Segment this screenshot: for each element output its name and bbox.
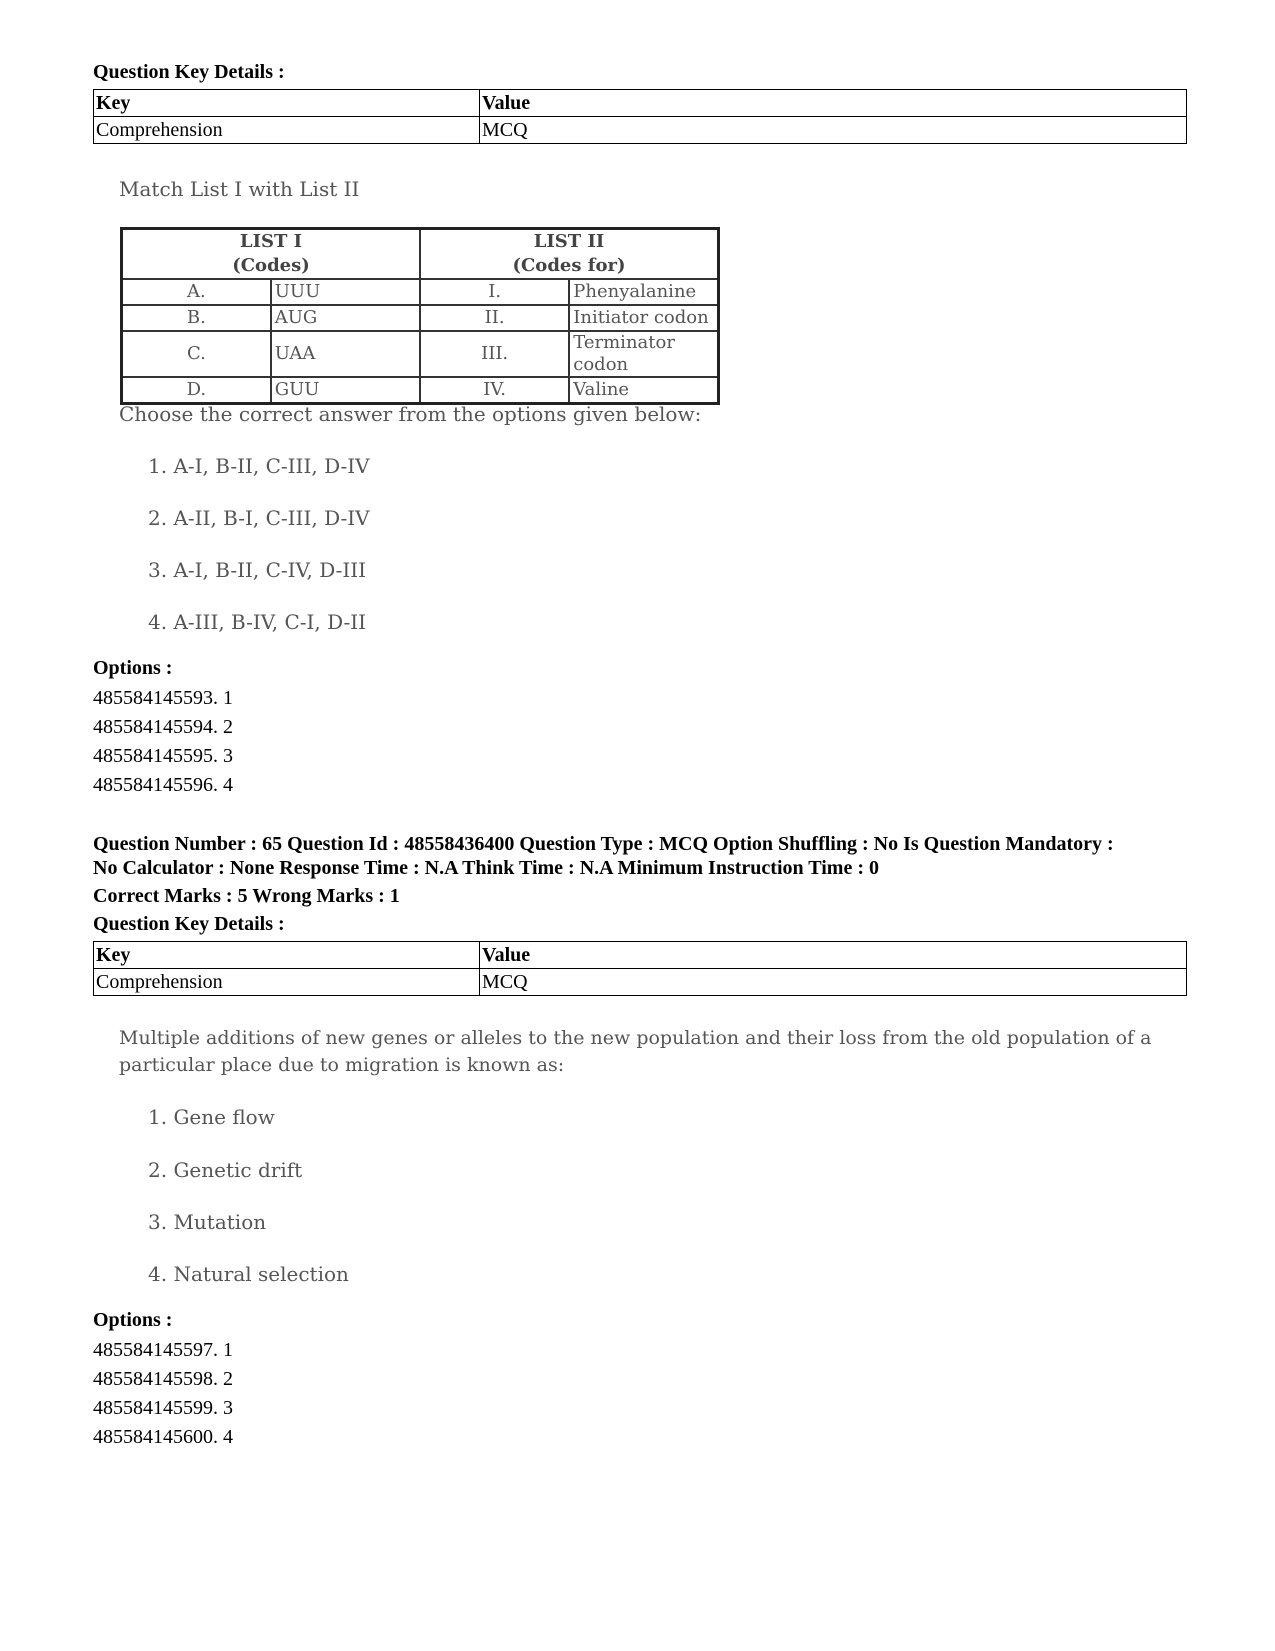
choose-instruction: Choose the correct answer from the options given below:	[119, 402, 702, 426]
key-cell: Comprehension	[94, 117, 480, 144]
row-meaning: Valine	[569, 377, 718, 404]
table-row	[122, 279, 719, 305]
row-letter: A.	[122, 279, 271, 305]
choice-2: 2. Genetic drift	[148, 1158, 303, 1182]
row-roman: IV.	[420, 377, 569, 404]
row-code: UAA	[271, 331, 420, 377]
row-letter: B.	[122, 305, 271, 331]
list-item: 485584145597. 1	[93, 1339, 233, 1361]
list-item: 485584145595. 3	[93, 745, 233, 767]
value-cell: MCQ	[480, 117, 1187, 144]
row-meaning: Terminator codon	[569, 331, 718, 377]
list-i-header	[122, 229, 421, 280]
list-item: 485584145598. 2	[93, 1368, 233, 1390]
table-row	[122, 305, 719, 331]
list-item: 485584145600. 4	[93, 1426, 233, 1448]
list-i-subtitle: (Codes)	[232, 255, 310, 276]
row-letter: D.	[122, 377, 271, 404]
key-details-table	[93, 89, 1187, 144]
list-ii-header	[420, 229, 719, 280]
row-roman: II.	[420, 305, 569, 331]
choice-4: 4. A-III, B-IV, C-I, D-II	[148, 610, 367, 634]
table-row	[94, 969, 1187, 996]
question-meta-line-1: Question Number : 65 Question Id : 48558436400 Question Type : MCQ Option Shuffling : No Is Question Mandatory :	[93, 833, 1114, 855]
row-meaning: Initiator codon	[569, 305, 718, 331]
value-cell: MCQ	[480, 969, 1187, 996]
key-details-label: Question Key Details :	[93, 61, 285, 83]
row-code: AUG	[271, 305, 420, 331]
list-ii-title: LIST II	[533, 231, 605, 252]
list-item: 485584145593. 1	[93, 687, 233, 709]
options-list	[93, 1336, 233, 1452]
key-details-table	[93, 941, 1187, 996]
row-letter: C.	[122, 331, 271, 377]
list-item: 485584145596. 4	[93, 774, 233, 796]
question-stem: Match List I with List II	[119, 177, 360, 201]
list-ii-subtitle: (Codes for)	[512, 255, 626, 276]
options-list	[93, 684, 233, 800]
options-label: Options :	[93, 657, 173, 679]
key-header: Key	[94, 942, 480, 969]
row-code: UUU	[271, 279, 420, 305]
choice-3: 3. Mutation	[148, 1210, 267, 1234]
choice-2: 2. A-II, B-I, C-III, D-IV	[148, 506, 370, 530]
choice-1: 1. A-I, B-II, C-III, D-IV	[148, 454, 370, 478]
marks-line: Correct Marks : 5 Wrong Marks : 1	[93, 885, 400, 907]
table-row	[94, 117, 1187, 144]
list-item: 485584145594. 2	[93, 716, 233, 738]
question-stem-line-1: Multiple additions of new genes or alleles to the new population and their loss from the old population of a	[119, 1027, 1152, 1049]
options-label: Options :	[93, 1309, 173, 1331]
table-row	[94, 90, 1187, 117]
question-stem-line-2: particular place due to migration is known as:	[119, 1054, 565, 1076]
table-row	[94, 942, 1187, 969]
table-row	[122, 331, 719, 377]
key-cell: Comprehension	[94, 969, 480, 996]
choice-3: 3. A-I, B-II, C-IV, D-III	[148, 558, 367, 582]
row-code: GUU	[271, 377, 420, 404]
row-roman: III.	[420, 331, 569, 377]
value-header: Value	[480, 942, 1187, 969]
key-details-label: Question Key Details :	[93, 913, 285, 935]
table-row	[122, 229, 719, 280]
key-header: Key	[94, 90, 480, 117]
choice-4: 4. Natural selection	[148, 1262, 349, 1286]
list-item: 485584145599. 3	[93, 1397, 233, 1419]
match-list-table	[120, 227, 720, 405]
row-meaning: Phenyalanine	[569, 279, 718, 305]
value-header: Value	[480, 90, 1187, 117]
row-roman: I.	[420, 279, 569, 305]
question-meta-line-2: No Calculator : None Response Time : N.A Think Time : N.A Minimum Instruction Time : 0	[93, 857, 879, 879]
list-i-title: LIST I	[239, 231, 303, 252]
choice-1: 1. Gene flow	[148, 1105, 275, 1129]
